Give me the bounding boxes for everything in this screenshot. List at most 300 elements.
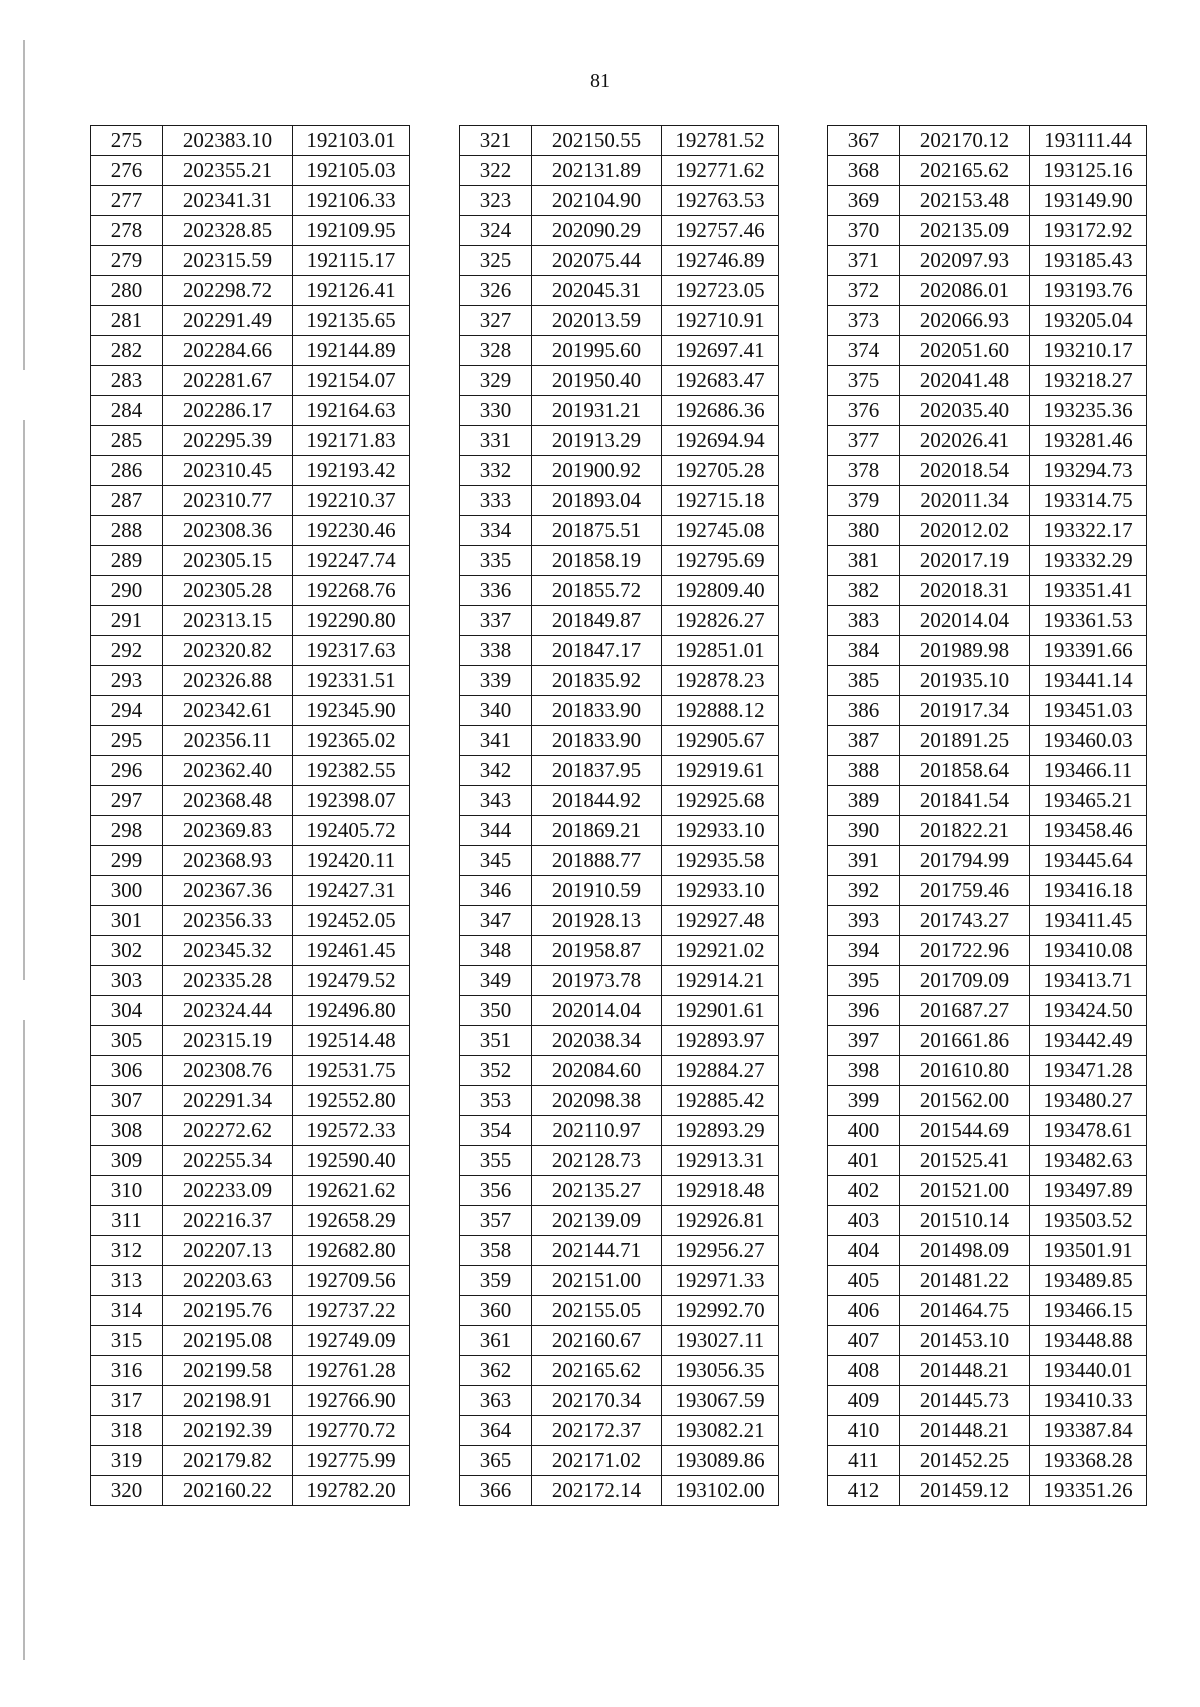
y-coordinate-cell: 192427.31 [293, 876, 410, 906]
y-coordinate-cell: 193210.17 [1030, 336, 1147, 366]
x-coordinate-cell: 202369.83 [163, 816, 293, 846]
point-number-cell: 285 [91, 426, 163, 456]
x-coordinate-cell: 202144.71 [532, 1236, 662, 1266]
x-coordinate-cell: 201459.12 [900, 1476, 1030, 1506]
y-coordinate-cell: 193387.84 [1030, 1416, 1147, 1446]
table-row [460, 276, 779, 306]
point-number-cell: 389 [828, 786, 900, 816]
point-number-cell: 396 [828, 996, 900, 1026]
x-coordinate-cell: 202198.91 [163, 1386, 293, 1416]
point-number-cell: 375 [828, 366, 900, 396]
y-coordinate-cell: 192901.61 [662, 996, 779, 1026]
y-coordinate-cell: 193482.63 [1030, 1146, 1147, 1176]
table-row [828, 1206, 1147, 1236]
point-number-cell: 331 [460, 426, 532, 456]
point-number-cell: 395 [828, 966, 900, 996]
table-row [828, 1026, 1147, 1056]
table-row [460, 186, 779, 216]
table-row [828, 486, 1147, 516]
point-number-cell: 357 [460, 1206, 532, 1236]
y-coordinate-cell: 193465.21 [1030, 786, 1147, 816]
x-coordinate-cell: 202128.73 [532, 1146, 662, 1176]
x-coordinate-cell: 202192.39 [163, 1416, 293, 1446]
table-row [460, 216, 779, 246]
point-number-cell: 401 [828, 1146, 900, 1176]
x-coordinate-cell: 202368.48 [163, 786, 293, 816]
point-number-cell: 329 [460, 366, 532, 396]
point-number-cell: 365 [460, 1446, 532, 1476]
y-coordinate-cell: 192888.12 [662, 696, 779, 726]
x-coordinate-cell: 202291.49 [163, 306, 293, 336]
x-coordinate-cell: 201452.25 [900, 1446, 1030, 1476]
table-row [91, 726, 410, 756]
table-row [828, 936, 1147, 966]
x-coordinate-cell: 202367.36 [163, 876, 293, 906]
table-row [91, 1296, 410, 1326]
x-coordinate-cell: 202383.10 [163, 126, 293, 156]
point-number-cell: 306 [91, 1056, 163, 1086]
table-row [460, 1416, 779, 1446]
x-coordinate-cell: 202165.62 [532, 1356, 662, 1386]
point-number-cell: 387 [828, 726, 900, 756]
point-number-cell: 307 [91, 1086, 163, 1116]
table-row [828, 636, 1147, 666]
x-coordinate-cell: 202341.31 [163, 186, 293, 216]
point-number-cell: 304 [91, 996, 163, 1026]
y-coordinate-cell: 192905.67 [662, 726, 779, 756]
point-number-cell: 332 [460, 456, 532, 486]
point-number-cell: 327 [460, 306, 532, 336]
x-coordinate-cell: 202172.37 [532, 1416, 662, 1446]
x-coordinate-cell: 202170.34 [532, 1386, 662, 1416]
table-row [91, 816, 410, 846]
x-coordinate-cell: 202286.17 [163, 396, 293, 426]
x-coordinate-cell: 201849.87 [532, 606, 662, 636]
x-coordinate-cell: 202356.11 [163, 726, 293, 756]
point-number-cell: 345 [460, 846, 532, 876]
x-coordinate-cell: 201453.10 [900, 1326, 1030, 1356]
point-number-cell: 392 [828, 876, 900, 906]
table-row [460, 756, 779, 786]
y-coordinate-cell: 193351.26 [1030, 1476, 1147, 1506]
point-number-cell: 339 [460, 666, 532, 696]
y-coordinate-cell: 192164.63 [293, 396, 410, 426]
table-row [828, 336, 1147, 366]
point-number-cell: 374 [828, 336, 900, 366]
y-coordinate-cell: 193501.91 [1030, 1236, 1147, 1266]
y-coordinate-cell: 192809.40 [662, 576, 779, 606]
point-number-cell: 373 [828, 306, 900, 336]
point-number-cell: 398 [828, 1056, 900, 1086]
x-coordinate-cell: 202014.04 [532, 996, 662, 1026]
table-row [828, 1116, 1147, 1146]
x-coordinate-cell: 202324.44 [163, 996, 293, 1026]
x-coordinate-cell: 202170.12 [900, 126, 1030, 156]
table-row [460, 696, 779, 726]
table-body [91, 126, 410, 1506]
y-coordinate-cell: 193471.28 [1030, 1056, 1147, 1086]
table-body [828, 126, 1147, 1506]
point-number-cell: 394 [828, 936, 900, 966]
y-coordinate-cell: 192918.48 [662, 1176, 779, 1206]
x-coordinate-cell: 202084.60 [532, 1056, 662, 1086]
y-coordinate-cell: 192345.90 [293, 696, 410, 726]
x-coordinate-cell: 202026.41 [900, 426, 1030, 456]
table-row [460, 816, 779, 846]
point-number-cell: 370 [828, 216, 900, 246]
y-coordinate-cell: 193466.11 [1030, 756, 1147, 786]
y-coordinate-cell: 192461.45 [293, 936, 410, 966]
y-coordinate-cell: 192884.27 [662, 1056, 779, 1086]
point-number-cell: 310 [91, 1176, 163, 1206]
x-coordinate-cell: 202310.45 [163, 456, 293, 486]
table-row [828, 216, 1147, 246]
x-coordinate-cell: 202179.82 [163, 1446, 293, 1476]
point-number-cell: 321 [460, 126, 532, 156]
table-row [460, 1176, 779, 1206]
table-row [460, 1206, 779, 1236]
y-coordinate-cell: 193497.89 [1030, 1176, 1147, 1206]
y-coordinate-cell: 193218.27 [1030, 366, 1147, 396]
point-number-cell: 363 [460, 1386, 532, 1416]
y-coordinate-cell: 192621.62 [293, 1176, 410, 1206]
point-number-cell: 369 [828, 186, 900, 216]
table-row [828, 1386, 1147, 1416]
point-number-cell: 364 [460, 1416, 532, 1446]
table-row [460, 426, 779, 456]
x-coordinate-cell: 201521.00 [900, 1176, 1030, 1206]
table-row [460, 1296, 779, 1326]
y-coordinate-cell: 193332.29 [1030, 546, 1147, 576]
x-coordinate-cell: 202045.31 [532, 276, 662, 306]
y-coordinate-cell: 192709.56 [293, 1266, 410, 1296]
x-coordinate-cell: 202315.59 [163, 246, 293, 276]
y-coordinate-cell: 192479.52 [293, 966, 410, 996]
table-row [460, 906, 779, 936]
table-row [91, 786, 410, 816]
table-row [91, 1176, 410, 1206]
point-number-cell: 314 [91, 1296, 163, 1326]
table-row [91, 1206, 410, 1236]
y-coordinate-cell: 192746.89 [662, 246, 779, 276]
point-number-cell: 402 [828, 1176, 900, 1206]
y-coordinate-cell: 192795.69 [662, 546, 779, 576]
point-number-cell: 410 [828, 1416, 900, 1446]
y-coordinate-cell: 193466.15 [1030, 1296, 1147, 1326]
x-coordinate-cell: 201958.87 [532, 936, 662, 966]
y-coordinate-cell: 192921.02 [662, 936, 779, 966]
x-coordinate-cell: 201510.14 [900, 1206, 1030, 1236]
y-coordinate-cell: 192992.70 [662, 1296, 779, 1326]
point-number-cell: 290 [91, 576, 163, 606]
y-coordinate-cell: 192686.36 [662, 396, 779, 426]
y-coordinate-cell: 192885.42 [662, 1086, 779, 1116]
x-coordinate-cell: 202131.89 [532, 156, 662, 186]
point-number-cell: 384 [828, 636, 900, 666]
table-row [828, 1086, 1147, 1116]
point-number-cell: 408 [828, 1356, 900, 1386]
table-row [828, 816, 1147, 846]
table-row [460, 606, 779, 636]
x-coordinate-cell: 201893.04 [532, 486, 662, 516]
table-row [91, 216, 410, 246]
x-coordinate-cell: 202139.09 [532, 1206, 662, 1236]
y-coordinate-cell: 192382.55 [293, 756, 410, 786]
y-coordinate-cell: 192105.03 [293, 156, 410, 186]
x-coordinate-cell: 202328.85 [163, 216, 293, 246]
table-row [460, 546, 779, 576]
table-row [460, 786, 779, 816]
y-coordinate-cell: 193089.86 [662, 1446, 779, 1476]
table-row [828, 876, 1147, 906]
table-row [91, 246, 410, 276]
point-number-cell: 309 [91, 1146, 163, 1176]
table-row [91, 186, 410, 216]
x-coordinate-cell: 202151.00 [532, 1266, 662, 1296]
y-coordinate-cell: 193056.35 [662, 1356, 779, 1386]
y-coordinate-cell: 192126.41 [293, 276, 410, 306]
y-coordinate-cell: 192893.97 [662, 1026, 779, 1056]
coordinate-table-3 [827, 125, 1147, 1506]
table-row [91, 1416, 410, 1446]
table-row [460, 246, 779, 276]
point-number-cell: 380 [828, 516, 900, 546]
point-number-cell: 359 [460, 1266, 532, 1296]
y-coordinate-cell: 192268.76 [293, 576, 410, 606]
table-row [828, 1416, 1147, 1446]
table-row [828, 696, 1147, 726]
table-row [828, 516, 1147, 546]
x-coordinate-cell: 202345.32 [163, 936, 293, 966]
point-number-cell: 328 [460, 336, 532, 366]
table-row [460, 396, 779, 426]
table-row [460, 1146, 779, 1176]
point-number-cell: 333 [460, 486, 532, 516]
point-number-cell: 407 [828, 1326, 900, 1356]
table-row [828, 846, 1147, 876]
x-coordinate-cell: 202195.76 [163, 1296, 293, 1326]
x-coordinate-cell: 201687.27 [900, 996, 1030, 1026]
x-coordinate-cell: 202233.09 [163, 1176, 293, 1206]
x-coordinate-cell: 201722.96 [900, 936, 1030, 966]
table-row [828, 1326, 1147, 1356]
table-row [91, 486, 410, 516]
x-coordinate-cell: 201837.95 [532, 756, 662, 786]
y-coordinate-cell: 193480.27 [1030, 1086, 1147, 1116]
x-coordinate-cell: 201833.90 [532, 696, 662, 726]
table-row [91, 1146, 410, 1176]
y-coordinate-cell: 192926.81 [662, 1206, 779, 1236]
x-coordinate-cell: 201841.54 [900, 786, 1030, 816]
y-coordinate-cell: 192682.80 [293, 1236, 410, 1266]
point-number-cell: 403 [828, 1206, 900, 1236]
y-coordinate-cell: 193027.11 [662, 1326, 779, 1356]
y-coordinate-cell: 193441.14 [1030, 666, 1147, 696]
table-row [828, 1146, 1147, 1176]
point-number-cell: 302 [91, 936, 163, 966]
table-row [91, 516, 410, 546]
table-body [460, 126, 779, 1506]
y-coordinate-cell: 192230.46 [293, 516, 410, 546]
point-number-cell: 282 [91, 336, 163, 366]
x-coordinate-cell: 201525.41 [900, 1146, 1030, 1176]
table-row [460, 1116, 779, 1146]
table-row [828, 246, 1147, 276]
x-coordinate-cell: 201891.25 [900, 726, 1030, 756]
y-coordinate-cell: 192761.28 [293, 1356, 410, 1386]
x-coordinate-cell: 201448.21 [900, 1416, 1030, 1446]
point-number-cell: 381 [828, 546, 900, 576]
y-coordinate-cell: 192452.05 [293, 906, 410, 936]
x-coordinate-cell: 202097.93 [900, 246, 1030, 276]
x-coordinate-cell: 201481.22 [900, 1266, 1030, 1296]
y-coordinate-cell: 192514.48 [293, 1026, 410, 1056]
point-number-cell: 372 [828, 276, 900, 306]
x-coordinate-cell: 202295.39 [163, 426, 293, 456]
table-row [828, 966, 1147, 996]
x-coordinate-cell: 201935.10 [900, 666, 1030, 696]
x-coordinate-cell: 202051.60 [900, 336, 1030, 366]
table-row [828, 276, 1147, 306]
y-coordinate-cell: 193149.90 [1030, 186, 1147, 216]
y-coordinate-cell: 192331.51 [293, 666, 410, 696]
y-coordinate-cell: 192919.61 [662, 756, 779, 786]
table-row [91, 1266, 410, 1296]
point-number-cell: 338 [460, 636, 532, 666]
table-row [460, 1326, 779, 1356]
point-number-cell: 376 [828, 396, 900, 426]
y-coordinate-cell: 193445.64 [1030, 846, 1147, 876]
table-row [91, 1356, 410, 1386]
point-number-cell: 346 [460, 876, 532, 906]
y-coordinate-cell: 192737.22 [293, 1296, 410, 1326]
y-coordinate-cell: 193368.28 [1030, 1446, 1147, 1476]
y-coordinate-cell: 192878.23 [662, 666, 779, 696]
table-row [460, 726, 779, 756]
x-coordinate-cell: 201913.29 [532, 426, 662, 456]
y-coordinate-cell: 192956.27 [662, 1236, 779, 1266]
point-number-cell: 393 [828, 906, 900, 936]
y-coordinate-cell: 193193.76 [1030, 276, 1147, 306]
table-row [828, 1056, 1147, 1086]
table-row [828, 546, 1147, 576]
y-coordinate-cell: 192531.75 [293, 1056, 410, 1086]
point-number-cell: 341 [460, 726, 532, 756]
table-row [460, 846, 779, 876]
x-coordinate-cell: 202018.54 [900, 456, 1030, 486]
table-row [828, 1236, 1147, 1266]
table-row [460, 156, 779, 186]
table-row [460, 1266, 779, 1296]
table-row [828, 1446, 1147, 1476]
point-number-cell: 378 [828, 456, 900, 486]
table-row [91, 606, 410, 636]
y-coordinate-cell: 193102.00 [662, 1476, 779, 1506]
x-coordinate-cell: 202255.34 [163, 1146, 293, 1176]
x-coordinate-cell: 201743.27 [900, 906, 1030, 936]
point-number-cell: 352 [460, 1056, 532, 1086]
table-row [91, 1026, 410, 1056]
x-coordinate-cell: 201464.75 [900, 1296, 1030, 1326]
y-coordinate-cell: 192154.07 [293, 366, 410, 396]
table-row [828, 366, 1147, 396]
x-coordinate-cell: 202153.48 [900, 186, 1030, 216]
table-row [828, 1356, 1147, 1386]
x-coordinate-cell: 202066.93 [900, 306, 1030, 336]
point-number-cell: 350 [460, 996, 532, 1026]
y-coordinate-cell: 192705.28 [662, 456, 779, 486]
y-coordinate-cell: 193416.18 [1030, 876, 1147, 906]
x-coordinate-cell: 202298.72 [163, 276, 293, 306]
y-coordinate-cell: 192683.47 [662, 366, 779, 396]
point-number-cell: 289 [91, 546, 163, 576]
y-coordinate-cell: 193458.46 [1030, 816, 1147, 846]
y-coordinate-cell: 193442.49 [1030, 1026, 1147, 1056]
x-coordinate-cell: 201875.51 [532, 516, 662, 546]
y-coordinate-cell: 192710.91 [662, 306, 779, 336]
x-coordinate-cell: 202207.13 [163, 1236, 293, 1266]
table-row [91, 366, 410, 396]
point-number-cell: 367 [828, 126, 900, 156]
point-number-cell: 292 [91, 636, 163, 666]
y-coordinate-cell: 193410.33 [1030, 1386, 1147, 1416]
x-coordinate-cell: 202368.93 [163, 846, 293, 876]
table-row [828, 786, 1147, 816]
x-coordinate-cell: 202075.44 [532, 246, 662, 276]
x-coordinate-cell: 202090.29 [532, 216, 662, 246]
x-coordinate-cell: 202155.05 [532, 1296, 662, 1326]
x-coordinate-cell: 202014.04 [900, 606, 1030, 636]
x-coordinate-cell: 201661.86 [900, 1026, 1030, 1056]
point-number-cell: 360 [460, 1296, 532, 1326]
table-row [91, 936, 410, 966]
point-number-cell: 337 [460, 606, 532, 636]
table-row [460, 1446, 779, 1476]
table-row [460, 126, 779, 156]
table-row [91, 576, 410, 606]
point-number-cell: 371 [828, 246, 900, 276]
table-row [828, 756, 1147, 786]
table-row [828, 426, 1147, 456]
x-coordinate-cell: 202305.15 [163, 546, 293, 576]
table-row [460, 486, 779, 516]
y-coordinate-cell: 192193.42 [293, 456, 410, 486]
y-coordinate-cell: 193235.36 [1030, 396, 1147, 426]
point-number-cell: 347 [460, 906, 532, 936]
table-row [460, 1086, 779, 1116]
x-coordinate-cell: 202216.37 [163, 1206, 293, 1236]
x-coordinate-cell: 202291.34 [163, 1086, 293, 1116]
point-number-cell: 293 [91, 666, 163, 696]
point-number-cell: 344 [460, 816, 532, 846]
table-row [91, 876, 410, 906]
x-coordinate-cell: 202011.34 [900, 486, 1030, 516]
table-row [460, 456, 779, 486]
table-row [460, 666, 779, 696]
table-row [828, 186, 1147, 216]
y-coordinate-cell: 192135.65 [293, 306, 410, 336]
point-number-cell: 400 [828, 1116, 900, 1146]
point-number-cell: 348 [460, 936, 532, 966]
y-coordinate-cell: 192658.29 [293, 1206, 410, 1236]
point-number-cell: 377 [828, 426, 900, 456]
point-number-cell: 291 [91, 606, 163, 636]
table-row [91, 636, 410, 666]
y-coordinate-cell: 192914.21 [662, 966, 779, 996]
table-row [460, 936, 779, 966]
point-number-cell: 353 [460, 1086, 532, 1116]
point-number-cell: 312 [91, 1236, 163, 1266]
